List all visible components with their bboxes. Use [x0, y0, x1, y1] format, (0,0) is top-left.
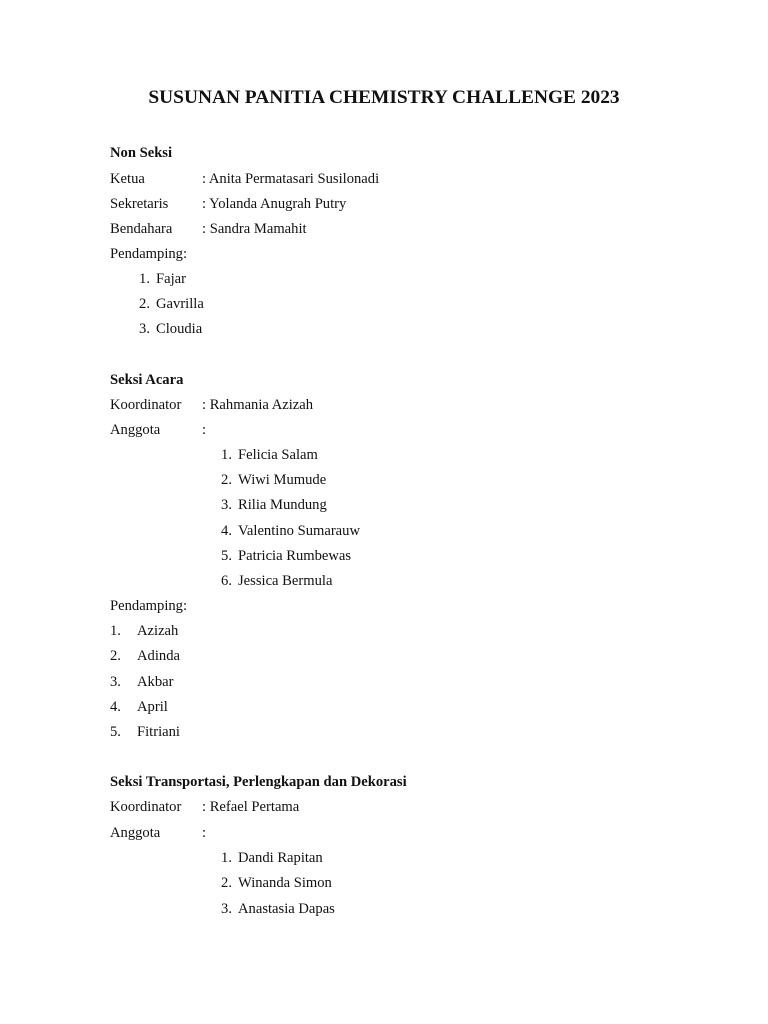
- list-number: 5.: [221, 548, 232, 564]
- label-ketua: Ketua: [110, 171, 145, 187]
- list-number: 2.: [221, 875, 232, 891]
- value-koordinator: : Rahmania Azizah: [202, 397, 314, 413]
- value-anggota: :: [202, 825, 207, 841]
- value-anggota: :: [202, 422, 207, 438]
- list-number: 3.: [110, 674, 121, 690]
- list-number: 3.: [221, 901, 232, 917]
- value-bendahara: : Sandra Mamahit: [202, 221, 307, 237]
- list-number: 1.: [139, 271, 150, 287]
- list-name: Azizah: [137, 623, 179, 639]
- row-bendahara: [0, 219, 768, 239]
- list-name: Rilia Mundung: [238, 497, 327, 513]
- list-item: [0, 848, 768, 868]
- list-item: [0, 521, 768, 541]
- row-sekretaris: [0, 194, 768, 214]
- list-name: Anastasia Dapas: [238, 901, 335, 917]
- value-ketua: : Anita Permatasari Susilonadi: [202, 171, 380, 187]
- list-item: [0, 646, 768, 666]
- row-anggota: [0, 420, 768, 440]
- list-name: Fajar: [156, 271, 186, 287]
- list-number: 1.: [221, 850, 232, 866]
- list-item: [0, 470, 768, 490]
- list-item: [0, 873, 768, 893]
- list-name: Cloudia: [156, 321, 203, 337]
- list-number: 2.: [139, 296, 150, 312]
- list-name: Akbar: [137, 674, 174, 690]
- document-title: SUSUNAN PANITIA CHEMISTRY CHALLENGE 2023: [148, 87, 620, 108]
- list-item: [0, 546, 768, 566]
- section-heading-seksi-transportasi: Seksi Transportasi, Perlengkapan dan Dekorasi: [110, 774, 407, 790]
- value-sekretaris: : Yolanda Anugrah Putry: [202, 196, 347, 212]
- list-number: 1.: [221, 447, 232, 463]
- list-number: 3.: [221, 497, 232, 513]
- list-number: 4.: [221, 523, 232, 539]
- row-ketua: [0, 169, 768, 189]
- list-item: [0, 697, 768, 717]
- list-number: 2.: [221, 472, 232, 488]
- list-number: 2.: [110, 648, 121, 664]
- list-item: [0, 319, 768, 339]
- list-number: 4.: [110, 699, 121, 715]
- list-name: Valentino Sumarauw: [238, 523, 360, 539]
- list-name: Gavrilla: [156, 296, 204, 312]
- label-koordinator: Koordinator: [110, 397, 182, 413]
- list-name: Dandi Rapitan: [238, 850, 323, 866]
- list-name: Adinda: [137, 648, 180, 664]
- list-name: Patricia Rumbewas: [238, 548, 352, 564]
- list-item: [0, 899, 768, 919]
- label-bendahara: Bendahara: [110, 221, 173, 237]
- list-item: [0, 722, 768, 742]
- row-anggota: [0, 823, 768, 843]
- pendamping-label: Pendamping:: [110, 246, 188, 262]
- list-item: [0, 571, 768, 591]
- pendamping-label: Pendamping:: [110, 598, 188, 614]
- list-name: April: [137, 699, 168, 715]
- list-item: [0, 445, 768, 465]
- list-item: [0, 672, 768, 692]
- list-number: 5.: [110, 724, 121, 740]
- label-anggota: Anggota: [110, 825, 161, 841]
- label-sekretaris: Sekretaris: [110, 196, 169, 212]
- list-item: [0, 495, 768, 515]
- list-name: Felicia Salam: [238, 447, 318, 463]
- row-koordinator: [0, 395, 768, 415]
- list-item: [0, 269, 768, 289]
- list-name: Jessica Bermula: [238, 573, 333, 589]
- value-koordinator: : Refael Pertama: [202, 799, 300, 815]
- list-number: 3.: [139, 321, 150, 337]
- label-anggota: Anggota: [110, 422, 161, 438]
- section-heading-non-seksi: Non Seksi: [110, 145, 173, 161]
- section-heading-seksi-acara: Seksi Acara: [110, 372, 184, 388]
- list-item: [0, 294, 768, 314]
- row-koordinator: [0, 797, 768, 817]
- list-item: [0, 621, 768, 641]
- list-number: 6.: [221, 573, 232, 589]
- list-name: Winanda Simon: [238, 875, 332, 891]
- list-number: 1.: [110, 623, 121, 639]
- list-name: Fitriani: [137, 724, 180, 740]
- label-koordinator: Koordinator: [110, 799, 182, 815]
- list-name: Wiwi Mumude: [238, 472, 327, 488]
